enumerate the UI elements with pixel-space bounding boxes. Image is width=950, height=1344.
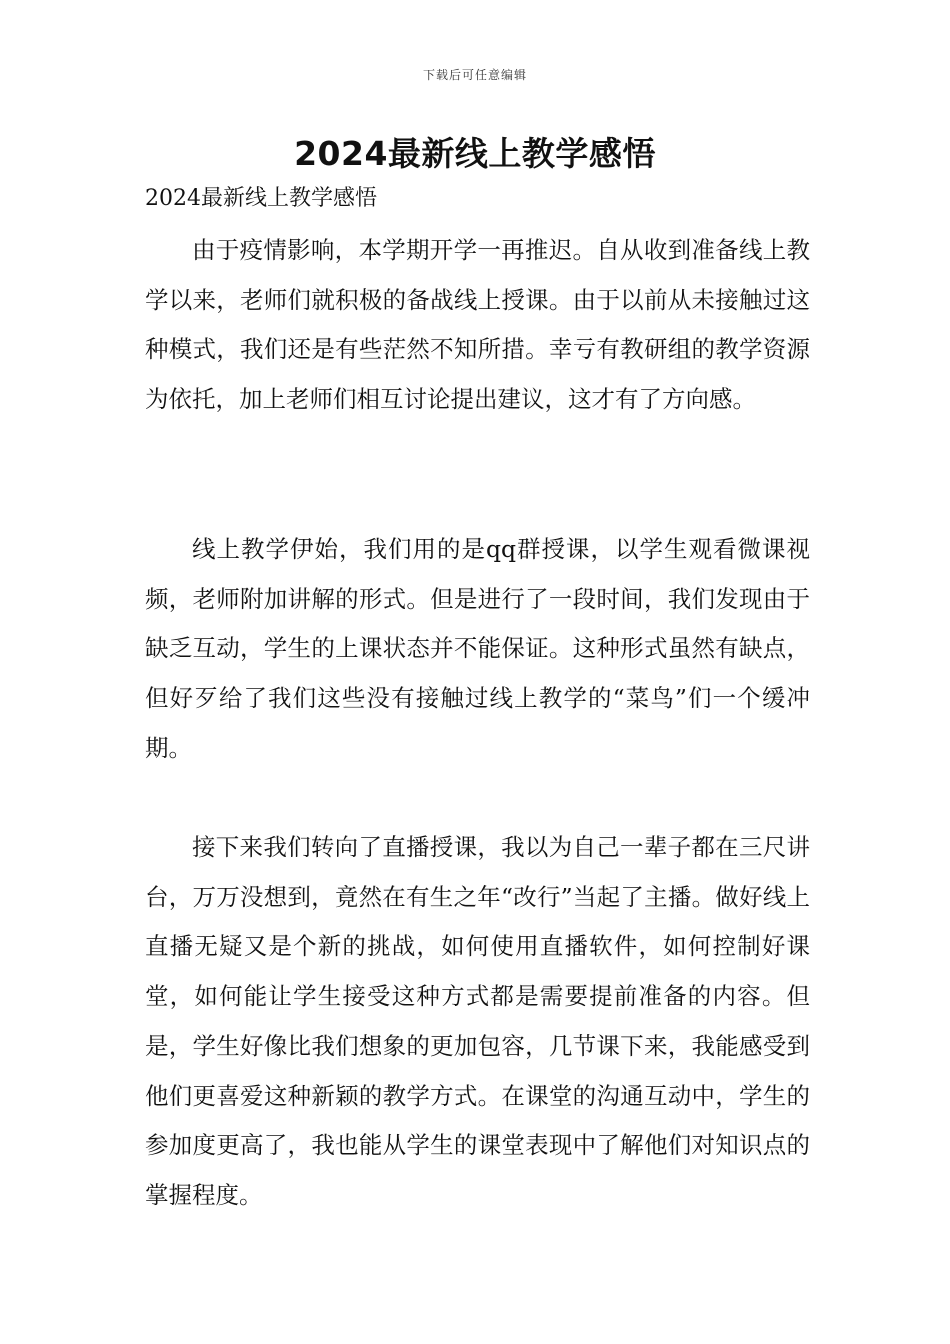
paragraph-2: 线上教学伊始，我们用的是qq群授课，以学生观看微课视频，老师附加讲解的形式。但是进行了一段时间，我们发现由于缺乏互动，学生的上课状态并不能保证。这种形式虽然有缺点，但好歹给了我们这些没有接触过线上教学的“菜鸟”们一个缓冲期。 [145,535,810,762]
paragraph-3: 接下来我们转向了直播授课，我以为自己一辈子都在三尺讲台，万万没想到，竟然在有生之年“改行”当起了主播。做好线上直播无疑又是个新的挑战，如何使用直播软件，如何控制好课堂，如何能让学生接受这种方式都是需要提前准备的内容。但是，学生好像比我们想象的更加包容，几节课下来，我能感受到他们更喜爱这种新颖的教学方式。在课堂的沟通互动中，学生的参加度更高了，我也能从学生的课堂表现中了解他们对知识点的掌握程度。 [145,833,810,1209]
header-note: 下载后可任意编辑 [422,68,527,82]
paragraph-1: 由于疫情影响，本学期开学一再推迟。自从收到准备线上教学以来，老师们就积极的备战线上授课。由于以前从未接触过这种模式，我们还是有些茫然不知所措。幸亏有教研组的教学资源为依托，加上老师们相互讨论提出建议，这才有了方向感。 [145,236,810,414]
document-subtitle: 2024最新线上教学感悟 [145,186,377,211]
document-title: 2024最新线上教学感悟 [294,134,656,173]
